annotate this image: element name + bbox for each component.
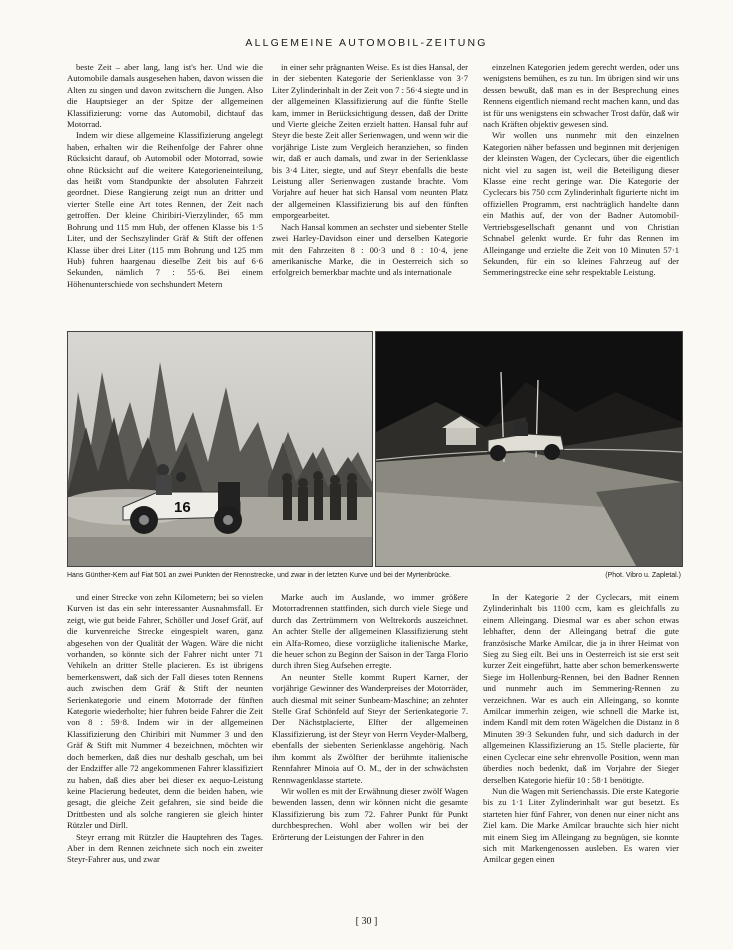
caption-text: Hans Günther-Kern auf Fiat 501 an zwei Punkten der Rennstrecke, und zwar in der letzten Kurve und bei der Myrtenbrücke. [67, 572, 452, 579]
paragraph: In der Kategorie 2 der Cyclecars, mit einem Zylinderinhalt bis 1100 ccm, kam es gleichfalls zu einem Alleingang. Diesmal war es aber schon etwas lebhafter, denn der Alleingang betraf die gute französische Marke Amilcar, die ja in ihrer Heimat von Sieg zu Sieg eilt. Bei uns in Oesterreich ist sie erst seit kurzer Zeit eingeführt, hatte aber schon bemerkenswerte Siege im Hollenburg-Rennen, bei den Badner Rennen und nunmehr auch im Semmering-Rennen zu verzeichnen. War es auch ein Alleingang, so konnte Amilcar immerhin zeigen, wie schnell die Marke ist, indem Kandl mit dem roten Wägelchen die Distanz in 8 Minuten 39·3 Sekunden fuhr, und sich dadurch in der allgemeinen Klassifizierung an 15. Stelle placierte, für einen Cyclecar eine sehr ehrenvolle Position, wenn man überdies noch bedenkt, daß im Vorjahre der Sieger derselben Kategorie hiefür 10 : 58·1 benötigte. [483, 592, 679, 785]
photo-caption [67, 572, 681, 579]
photo-last-curve [67, 331, 373, 567]
paragraph: und einer Strecke von zehn Kilometern; bei so vielen Kurven ist das ein sehr interessanter Ausnahmsfall. Er zeigt, wie gut beide Fahrer, Schöller und Josef Gräf, auf die kurvenreiche Strecke eingespielt waren, ganz abgesehen von der Qualität der Wagen. Wäre die nicht vorhanden, so könnte sich der Fahrer nicht unter 71 Vehikeln an dritter Stelle placieren. Es ist übrigens bemerkenswert, daß sich der Fall dieses toten Rennens auch zwischen dem Gräf & Stift der neunten Serienkategorie und einem Motorrade der fünften Kategorie wiederholte; hier fuhren beide Fahrer die Zeit von 8 : 59·8. Indem wir in der allgemeinen Klassifizierung den Chiribiri mit Nummer 3 und den Gräf & Stift mit Nummer 4 bezeichnen, möchten wir doch bemerken, daß dies nur deshalb geschah, um bei der Endziffer alle 72 angekommenen Fahrer klassifiziert zu haben, daß dies aber bei dieser ex aequo-Leistung keine Placierung bedeutet, denn die beiden haben, wie gesagt, die gleiche Zeit gefahren, sie sind beide die Drittbesten und als solche rangieren sie gleich hinter Rützler und Dirll. [67, 592, 263, 831]
column-2-bottom [272, 592, 468, 912]
paragraph: An neunter Stelle kommt Rupert Karner, der vorjährige Gewinner des Wanderpreises der Motorräder, auch diesmal mit seiner Sunbeam-Maschine; an zehnter Stelle Graf Schönfeld auf Steyr der Serienkategorie 7. Der Nächstplacierte, Elfter der allgemeinen Klassifizierung, ist der Steyr von Herrn Veyder-Malberg, ebenfalls der siebenten Serienklasse angehörig. Nach ihm kommt als Zwölfter der berühmte italienische Rennfahrer Minoia auf O. M., der in der schwächsten Rennwagenklasse startete. [272, 671, 468, 785]
paragraph: Wir wollen uns nunmehr mit den einzelnen Kategorien näher befassen und beginnen mit derjenigen der kleinsten Wagen, der Cyclecars, über die eigentlich nicht viel zu sagen ist, weil die Beteiligung dieser Klasse eine recht geringe war. Die Kategorie der Cyclecars bis 750 ccm Zylinderinhalt figurierte nicht im offiziellen Programm, erst nachträglich handelte dann ein Mathis auf, der von der Badner Automobil-Vertriebsgesellschaft genannt und von Christian Schnabel gelenkt wurde. Er fuhr das Rennen im Alleingange und erzielte die Zeit von 10 Minuten 57·1 Sekunden, für ein so kleines Fahrzeug auf der Semmeringstrecke eine sehr respektable Leistung. [483, 130, 679, 278]
column-1-bottom [67, 592, 263, 912]
column-1-top [67, 62, 263, 327]
page-number: [ 30 ] [355, 916, 378, 927]
column-2-top [272, 62, 468, 327]
paragraph: beste Zeit – aber lang, lang ist's her. Und wie die Automobile damals ausgesehen haben, davon wissen die Alten zu singen und davon zwitschern die Jungen. Also die Hauptsieger an der Spitze der allgemeinen Klassifizierung: vorne das Automobil, dichtauf das Motorrad. [67, 62, 263, 130]
column-3-bottom [483, 592, 679, 912]
paragraph: Steyr errang mit Rützler die Hauptehren des Tages. Aber in dem Rennen zeichnete sich noch ein zweiter Steyr-Fahrer aus, und zwar [67, 831, 263, 865]
paragraph: einzelnen Kategorien jedem gerecht werden, oder uns wenigstens bemühen, es zu tun. Im übrigen sind wir uns dessen bewußt, daß man es in der Besprechung eines Rennens eigentlich niemand recht machen kann, und das ist für uns wenigstens ein schwacher Trost dafür, daß wir nach Kräften objektiv gewesen sind. [483, 62, 679, 130]
paragraph: Nun die Wagen mit Serienchassis. Die erste Kategorie bis zu 1·1 Liter Zylinderinhalt war gut besetzt. Es starteten hier fünf Fahrer, von denen nur einer nicht ans Ziel kam. Die Marke Amilcar brauchte sich hier nicht mit einem Sieg im Alleingang zu begnügen, sie konnte sich mit Markengenossen ausleben. Es waren vier Amilcar gegen einen [483, 785, 679, 865]
photo-myrtle-bridge [375, 331, 683, 567]
paragraph: Nach Hansal kommen an sechster und siebenter Stelle zwei Harley-Davidson einer und derselben Kategorie mit den Fahrzeiten 8 : 00·3 und 8 : 10·4, jene amerikanische Marke, die in Oesterreich sich so erfolgreich bemerkbar machte und als internationale [272, 221, 468, 278]
paragraph: Wir wollen es mit der Erwähnung dieser zwölf Wagen bewenden lassen, denn wir können nicht die gesamte Klassifizierung bis zum 72. Fahrer Punkt für Punkt durchbesprechen. Wohl aber wollen wir bei der Erörterung der Leistungen der Fahrer in den [272, 785, 468, 842]
paragraph: in einer sehr prägnanten Weise. Es ist dies Hansal, der in der siebenten Kategorie der Serienklasse von 3·7 Liter Zylinderinhalt in der Zeit von 7 : 56·4 siegte und in der allgemeinen Klassifizierung auf die fünfte Stelle kam, immer in Berücksichtigung dessen, daß der Dritte und Vierte gleiche Zeiten erzielt hatten. Hansal fuhr auf Steyr die beste Zeit aller Serienwagen, und wenn wir die vorjährige Liste zum Vergleich heranziehen, so finden wir, daß er auch damals, und zwar in der Serienklasse bis 3·4 Liter, siegte, und auf Steyr ebenfalls die beste Leistung aller Serienwagen zustande brachte. Vom Vorjahre auf heuer hat sich Hansal vom neunten Platz der allgemeinen Klassifizierung bis auf den fünften emporgearbeitet. [272, 62, 468, 221]
car-number: 16 [174, 499, 191, 516]
paragraph: Marke auch im Auslande, wo immer größere Motorradrennen stattfinden, sich durch viele Siege und durch das Zertrümmern von Weltrekords auszeichnet. An achter Stelle der allgemeinen Klassifizierung steht ein Alfa-Romeo, diese vorzügliche italienische Marke, die heuer schon zu Beginn der Saison in der Targa Florio durch ihren Sieg Aufsehen erregte. [272, 592, 468, 671]
column-3-top [483, 62, 679, 327]
running-header: ALLGEMEINE AUTOMOBIL-ZEITUNG [245, 37, 488, 49]
paragraph: Indem wir diese allgemeine Klassifizierung angelegt haben, erhalten wir die Reihenfolge der Fahrer ohne Rücksicht darauf, ob Automobil oder Motorrad, sowie ohne Rücksicht auf die weitere Kategorieneinteilung, das heißt vom Standpunkte der absoluten Fahrzeit geordnet. Diese Rangierung zeigt nun an dritter und vierter Stelle eine Art totes Rennen, der Zeit nach getroffen. Der kleine Chiribiri-Vierzylinder, 65 mm Bohrung und 115 mm Hub, der offenen Klasse bis 1·5 Liter, und der Sechszylinder Gräf & Stift der offenen Klasse über drei Liter (115 mm Bohrung und 125 mm Hub) fuhren haargenau dieselbe Zeit bis auf 6·6 Sekunden, nämlich 7 : 55·6. Bei einem Höhenunterschiede von sechshundert Metern [67, 130, 263, 289]
photo-credit: (Phot. Vibro u. Zapletal.) [605, 572, 681, 579]
